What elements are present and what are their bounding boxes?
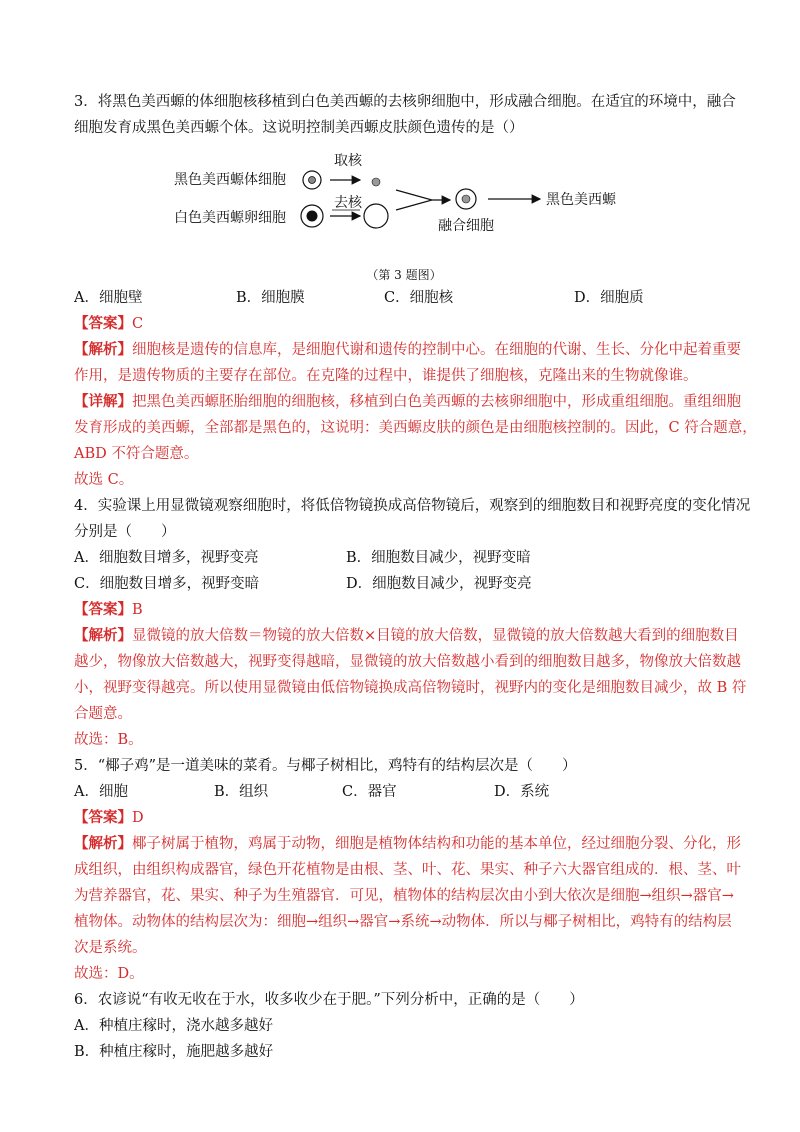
q4-option-b: B．细胞数目减少，视野变暗 <box>346 550 531 566</box>
answer-value: D <box>132 810 144 826</box>
label-result: 黑色美西螈 <box>546 192 616 208</box>
q4-stem-line-2: 分别是（ ） <box>74 524 176 540</box>
q3-stem-line-2: 细胞发育成黑色美西螈个体。这说明控制美西螈皮肤颜色遗传的是（） <box>74 120 524 136</box>
q4-analysis-line-4: 合题意。 <box>74 706 132 722</box>
q5-stem-line-1: 5．“椰子鸡”是一道美味的菜肴。与椰子树相比，鸡特有的结构层次是（ ） <box>74 758 577 774</box>
q4-conclusion: 故选：B。 <box>74 732 143 748</box>
q4-stem-line-1: 4．实验课上用显微镜观察细胞时，将低倍物镜换成高倍物镜后，观察到的细胞数目和视野亮度的变化情况 <box>74 498 751 514</box>
q3-stem-line-1: 3．将黑色美西螈的体细胞核移植到白色美西螈的去核卵细胞中，形成融合细胞。在适宜的环境中，融合 <box>74 94 736 110</box>
black-body-cell-icon <box>303 171 321 189</box>
detail-text: 把黑色美西螈胚胎细胞的细胞核，移植到白色美西螈的去核卵细胞中，形成重组细胞。重组细胞 <box>132 394 741 410</box>
analysis-text: 显微镜的放大倍数＝物镜的放大倍数×目镜的放大倍数，显微镜的放大倍数越大看到的细胞数目 <box>132 628 739 644</box>
answer-value: B <box>132 602 143 618</box>
q4-answer <box>74 600 143 620</box>
q3-analysis-line-1 <box>74 340 741 360</box>
detail-tag: 【详解】 <box>74 393 132 410</box>
q3-detail-line-3: ABD 不符合题意。 <box>74 446 199 462</box>
q4-option-a: A．细胞数目增多，视野变亮 <box>74 550 259 566</box>
q3-detail-line-1 <box>74 392 741 412</box>
q6-option-a: A．种植庄稼时，浇水越多越好 <box>74 1018 273 1034</box>
q5-analysis-line-5: 次是系统。 <box>74 940 147 956</box>
q4-option-c: C．细胞数目增多，视野变暗 <box>74 576 260 592</box>
fused-cell-icon <box>456 189 476 209</box>
answer-tag: 【答案】 <box>74 809 132 826</box>
q4-analysis-line-1 <box>74 626 739 646</box>
q5-analysis-line-4: 植物体。动物体的结构层次为：细胞→组织→器官→系统→动物体．所以与椰子树相比，鸡特有的结构层 <box>74 914 732 930</box>
q3-option-b: B．细胞膜 <box>236 290 305 306</box>
q3-answer <box>74 314 143 334</box>
q5-option-a: A．细胞 <box>74 784 128 800</box>
enucleated-egg-icon <box>364 204 388 228</box>
analysis-text: 椰子树属于植物，鸡属于动物，细胞是植物体结构和功能的基本单位，经过细胞分裂、分化，形 <box>132 836 741 852</box>
label-fused-cell: 融合细胞 <box>438 218 494 234</box>
q6-stem-line-1: 6．农谚说“有收无收在于水，收多收少在于肥。”下列分析中，正确的是（ ） <box>74 992 584 1008</box>
q3-detail-line-2: 发育形成的美西螈，全部都是黑色的，这说明：美西螈皮肤的颜色是由细胞核控制的。因此，C 符合题意， <box>74 420 757 436</box>
q3-figure-caption: （第 3 题图） <box>366 268 442 282</box>
q3-conclusion: 故选 C。 <box>74 472 134 488</box>
white-egg-cell-icon <box>301 205 323 227</box>
q5-conclusion: 故选：D。 <box>74 966 144 982</box>
q3-option-a: A．细胞壁 <box>74 290 143 306</box>
label-remove-nucleus: 去核 <box>334 195 362 211</box>
isolated-nucleus-icon <box>372 178 380 186</box>
answer-tag: 【答案】 <box>74 315 132 332</box>
q5-analysis-line-2: 成组织，由组织构成器官，绿色开花植物是由根、茎、叶、花、果实、种子六大器官组成的．根、茎、叶 <box>74 862 741 878</box>
analysis-tag: 【解析】 <box>74 627 132 644</box>
analysis-text: 细胞核是遗传的信息库，是细胞代谢和遗传的控制中心。在细胞的代谢、生长、分化中起着重要 <box>132 342 741 358</box>
analysis-tag: 【解析】 <box>74 835 132 852</box>
label-take-nucleus: 取核 <box>334 153 362 169</box>
q3-option-c: C．细胞核 <box>384 290 454 306</box>
q4-analysis-line-2: 越少，物像放大倍数越大，视野变得越暗，显微镜的放大倍数越小看到的细胞数目越多，物像放大倍数越 <box>74 654 741 670</box>
q3-nuclear-transfer-figure <box>164 150 664 234</box>
merge-lines <box>396 190 432 210</box>
q5-option-c: C．器官 <box>342 784 397 800</box>
q4-option-d: D．细胞数目减少，视野变亮 <box>346 576 532 592</box>
q5-analysis-line-3: 为营养器官，花、果实、种子为生殖器官．可见，植物体的结构层次由小到大依次是细胞→组织→器官→ <box>74 888 734 904</box>
answer-tag: 【答案】 <box>74 601 132 618</box>
q5-option-b: B．组织 <box>214 784 269 800</box>
q4-analysis-line-3: 小，视野变得越亮。所以使用显微镜由低倍物镜换成高倍物镜时，视野内的变化是细胞数目减少，故 B 符 <box>74 680 747 696</box>
q3-option-d: D．细胞质 <box>574 290 644 306</box>
answer-value: C <box>132 316 144 332</box>
q5-option-d: D．系统 <box>494 784 550 800</box>
q5-analysis-line-1 <box>74 834 741 854</box>
label-black-body-cell: 黑色美西螈体细胞 <box>174 172 286 188</box>
analysis-tag: 【解析】 <box>74 341 132 358</box>
q6-option-b: B．种植庄稼时，施肥越多越好 <box>74 1044 274 1060</box>
q3-analysis-line-2: 作用，是遗传物质的主要存在部位。在克隆的过程中，谁提供了细胞核，克隆出来的生物就像谁。 <box>74 368 698 384</box>
q5-answer <box>74 808 144 828</box>
label-white-egg-cell: 白色美西螈卵细胞 <box>174 210 286 226</box>
